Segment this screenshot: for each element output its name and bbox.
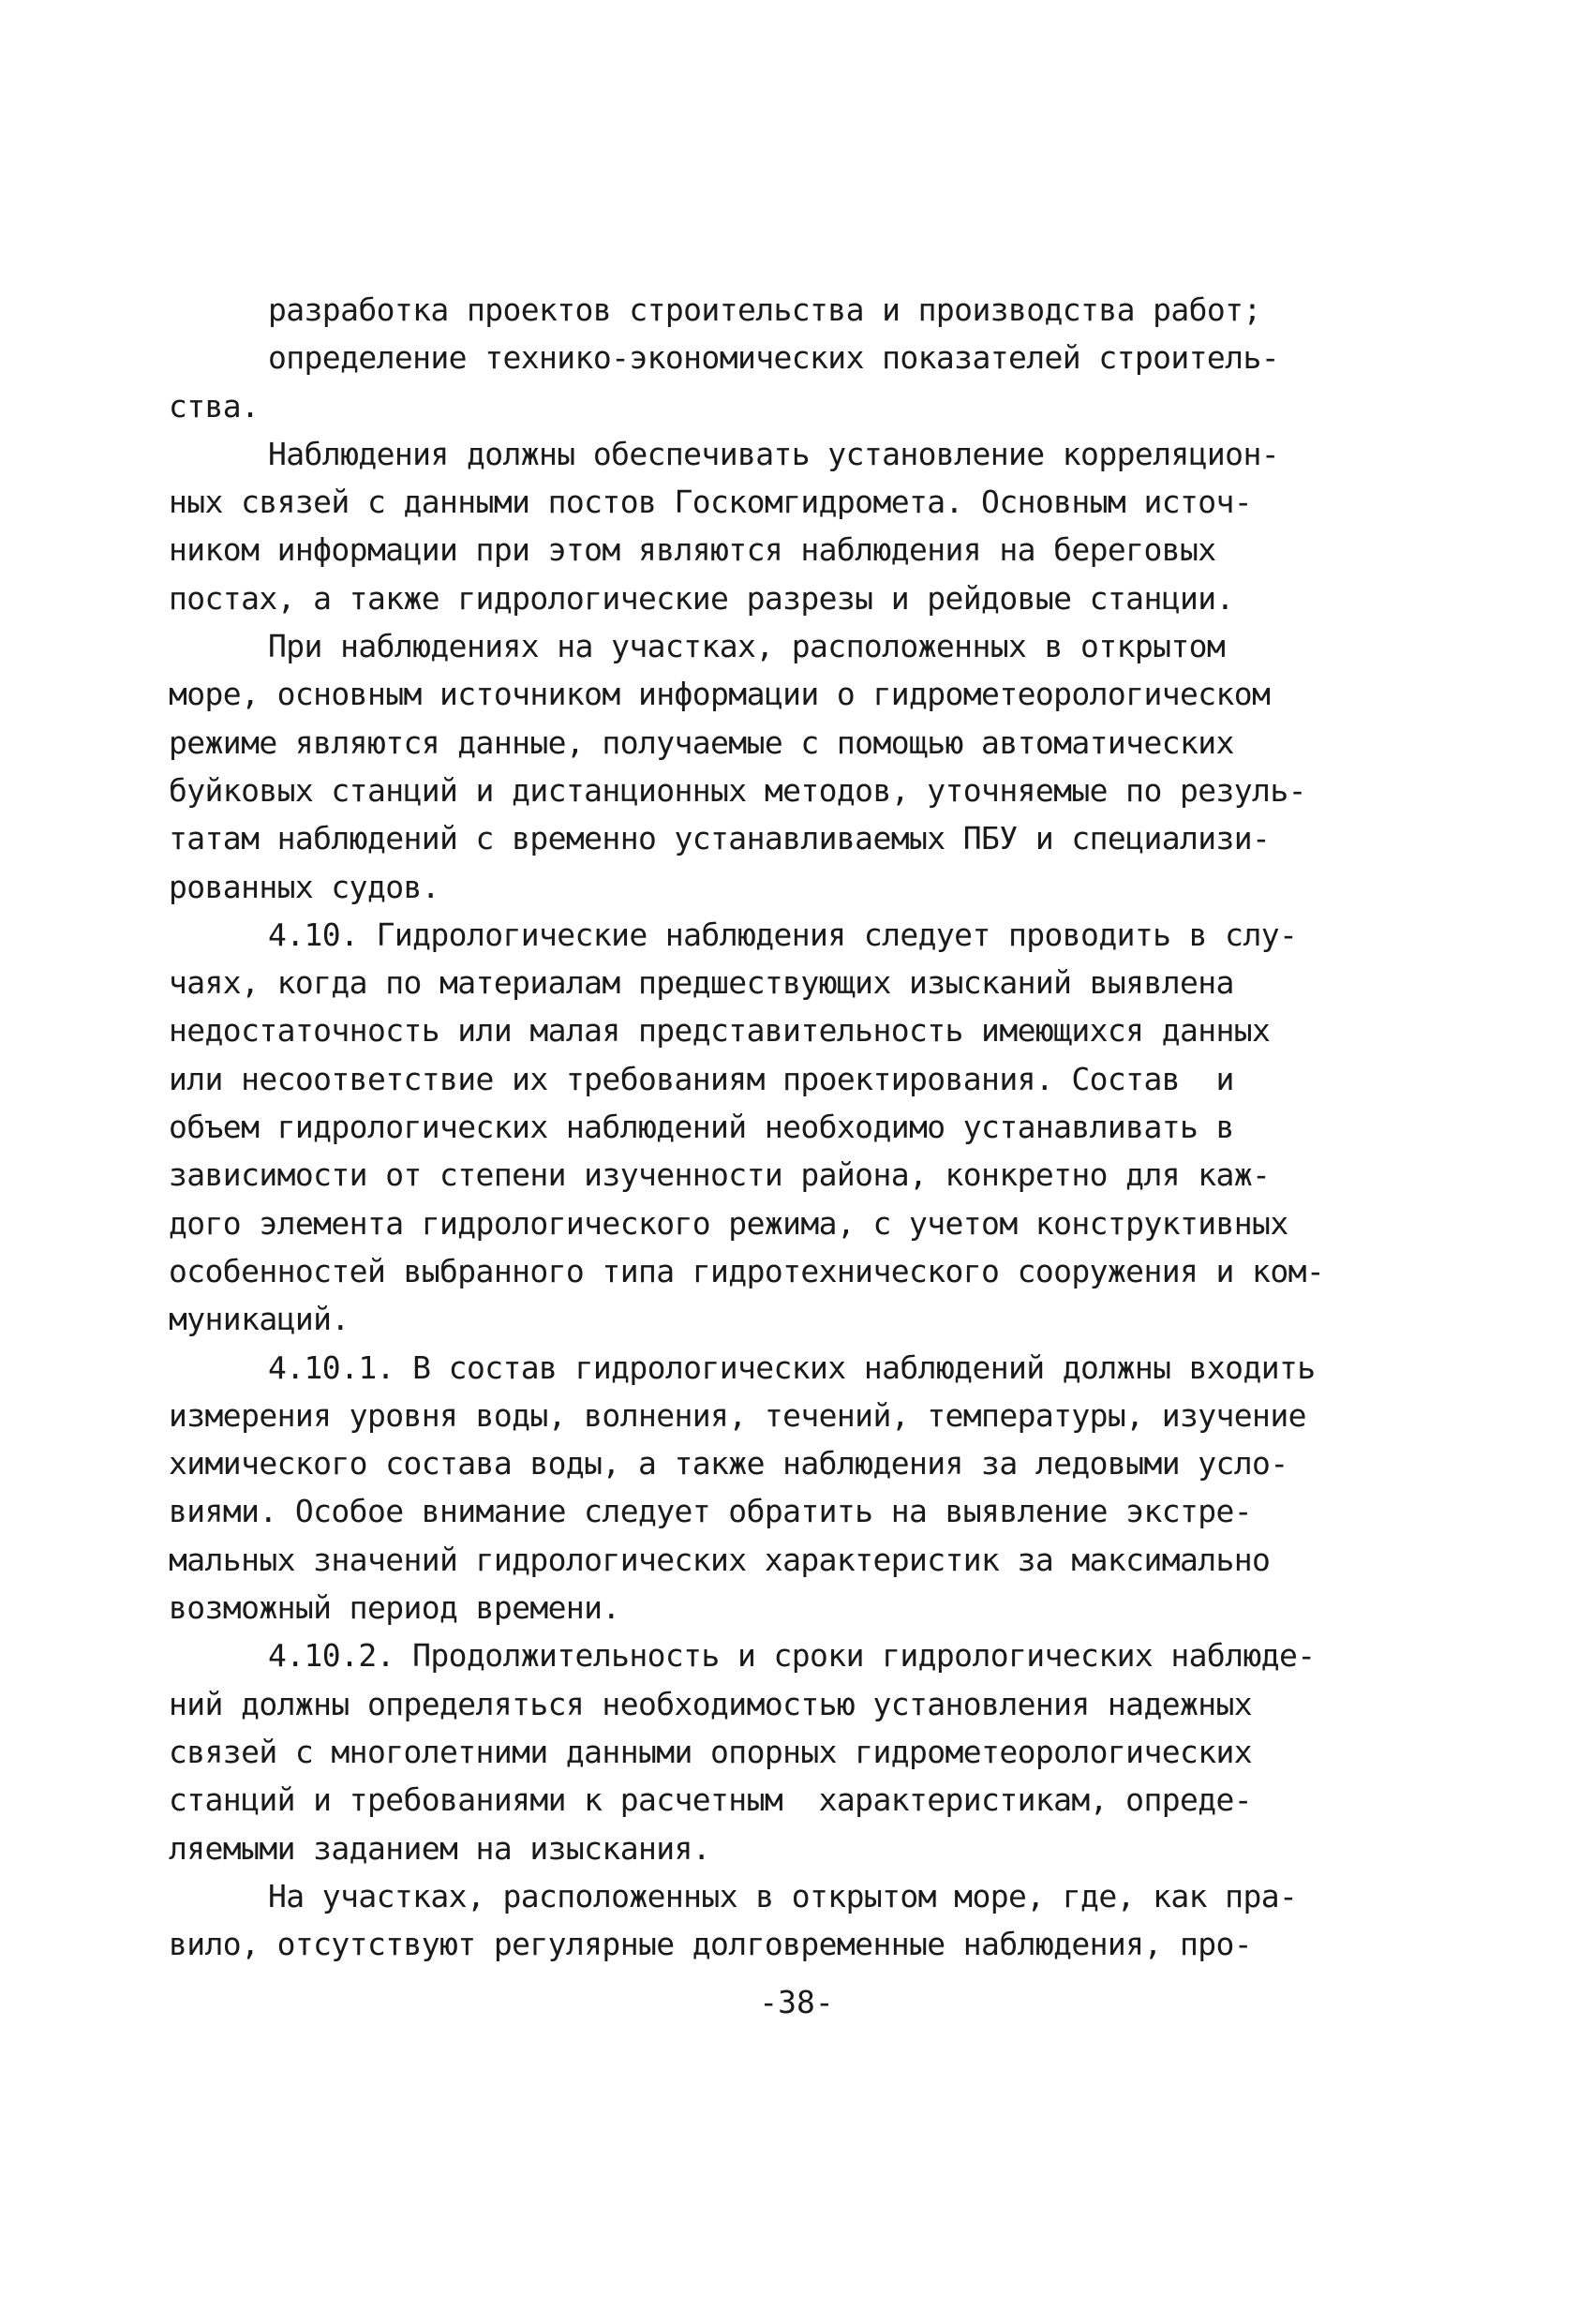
text-line: муникаций. — [169, 1301, 350, 1338]
text-line: химического состава воды, а также наблюдения за ледовыми усло- — [169, 1445, 1288, 1482]
text-line: зависимости от степени изученности района, конкретно для каж- — [169, 1156, 1271, 1194]
text-line: ных связей с данными постов Госкомгидромета. Основным источ- — [169, 484, 1253, 521]
text-line: разработка проектов строительства и производства работ; — [268, 291, 1261, 328]
text-line: станций и требованиями к расчетным характеристикам, опреде- — [169, 1781, 1253, 1819]
text-line: режиме являются данные, получаемые с помощью автоматических — [169, 723, 1234, 761]
text-line: объем гидрологических наблюдений необходимо устанавливать в — [169, 1109, 1234, 1146]
text-line: измерения уровня воды, волнения, течений, температуры, изучение — [169, 1396, 1306, 1434]
text-line: буйковых станций и дистанционных методов, уточняемые по резуль- — [169, 771, 1306, 809]
text-line: море, основным источником информации о гидрометеорологическом — [169, 676, 1271, 713]
text-line: Наблюдения должны обеспечивать установление корреляцион- — [268, 435, 1279, 472]
text-line: чаях, когда по материалам предшествующих изысканий выявлена — [169, 964, 1234, 1002]
text-line: или несоответствие их требованиям проектирования. Состав и — [169, 1060, 1234, 1097]
text-line: постах, а также гидрологические разрезы и рейдовые станции. — [169, 579, 1234, 617]
text-line: 4.10. Гидрологические наблюдения следует проводить в слу- — [268, 916, 1298, 953]
text-line: При наблюдениях на участках, расположенных в открытом — [268, 628, 1226, 665]
text-line: виями. Особое внимание следует обратить на выявление экстре- — [169, 1493, 1253, 1530]
text-line: 4.10.2. Продолжительность и сроки гидрологических наблюде- — [268, 1637, 1316, 1675]
text-line: На участках, расположенных в открытом море, где, как пра- — [268, 1877, 1298, 1914]
body-text — [169, 286, 1443, 1968]
text-line: ляемыми заданием на изыскания. — [169, 1829, 711, 1867]
text-line: возможный период времени. — [169, 1589, 620, 1627]
text-line: ства. — [169, 387, 260, 425]
text-line: татам наблюдений с временно устанавливаемых ПБУ и специализи- — [169, 820, 1271, 857]
text-line: рованных судов. — [169, 868, 440, 905]
text-line: мальных значений гидрологических характеристик за максимально — [169, 1541, 1271, 1578]
text-line: определение технико-экономических показателей строитель- — [268, 339, 1279, 377]
text-line: особенностей выбранного типа гидротехнического сооружения и ком- — [169, 1252, 1325, 1289]
text-line: 4.10.1. В состав гидрологических наблюдений должны входить — [268, 1348, 1316, 1386]
page-number: -38- — [759, 1984, 834, 2020]
text-line: ний должны определяться необходимостью установления надежных — [169, 1685, 1253, 1722]
text-line: дого элемента гидрологического режима, с учетом конструктивных — [169, 1204, 1288, 1242]
text-line: ником информации при этом являются наблюдения на береговых — [169, 531, 1216, 569]
text-line: недостаточность или малая представительность имеющихся данных — [169, 1012, 1271, 1050]
text-line: связей с многолетними данными опорных гидрометеорологических — [169, 1733, 1253, 1770]
text-line: вило, отсутствуют регулярные долговременные наблюдения, про- — [169, 1926, 1253, 1963]
